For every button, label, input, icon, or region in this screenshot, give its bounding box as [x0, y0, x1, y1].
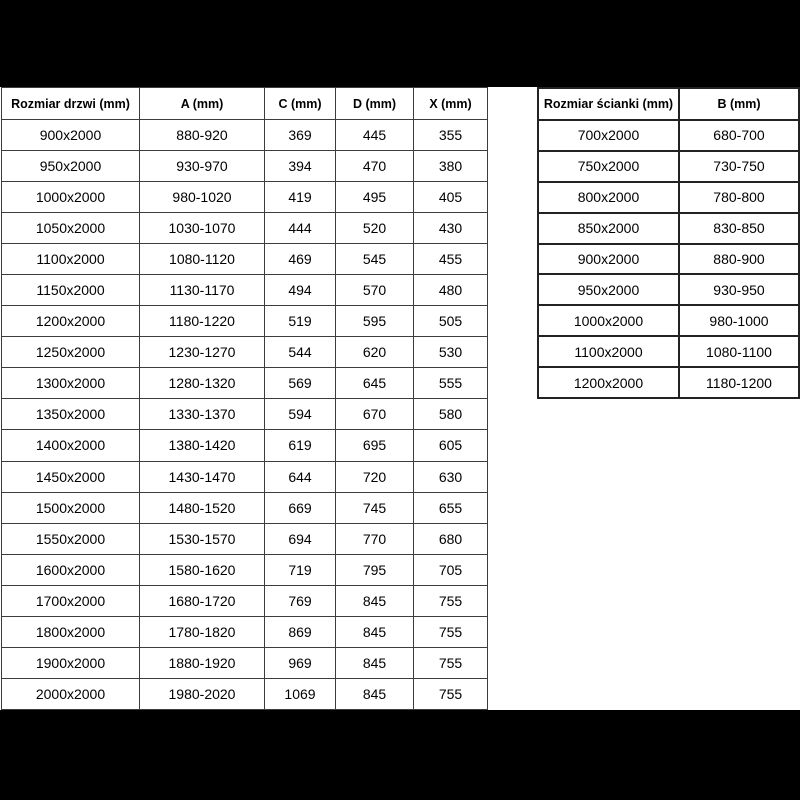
table-cell: 800x2000: [538, 182, 679, 213]
table-cell: 595: [336, 306, 414, 337]
table-cell: 695: [336, 430, 414, 461]
table-cell: 845: [336, 647, 414, 678]
table-row: [2, 244, 488, 275]
table-row: [2, 275, 488, 306]
header-cell: C (mm): [265, 88, 336, 120]
table-cell: 355: [414, 120, 488, 151]
table-cell: 1880-1920: [140, 647, 265, 678]
table-cell: 670: [336, 399, 414, 430]
table-cell: 1500x2000: [2, 492, 140, 523]
table-cell: 1580-1620: [140, 554, 265, 585]
door-size-table: [1, 87, 488, 710]
table-cell: 1350x2000: [2, 399, 140, 430]
table-cell: 1380-1420: [140, 430, 265, 461]
table-cell: 580: [414, 399, 488, 430]
table-cell: 755: [414, 678, 488, 709]
table-cell: 1150x2000: [2, 275, 140, 306]
table-cell: 1080-1120: [140, 244, 265, 275]
header-cell: A (mm): [140, 88, 265, 120]
table-cell: 1100x2000: [538, 336, 679, 367]
header-cell: Rozmiar ścianki (mm): [538, 88, 679, 120]
table-cell: 445: [336, 120, 414, 151]
table-cell: 900x2000: [538, 244, 679, 275]
table-cell: 1450x2000: [2, 461, 140, 492]
table-row: [538, 367, 799, 398]
table-cell: 1280-1320: [140, 368, 265, 399]
table-cell: 620: [336, 337, 414, 368]
table-cell: 745: [336, 492, 414, 523]
table-cell: 380: [414, 151, 488, 182]
table-cell: 1100x2000: [2, 244, 140, 275]
table-cell: 705: [414, 554, 488, 585]
table-cell: 1000x2000: [2, 182, 140, 213]
table-cell: 1800x2000: [2, 616, 140, 647]
header-cell: B (mm): [679, 88, 799, 120]
table-row: [2, 151, 488, 182]
wall-table-header-row: [538, 88, 799, 120]
table-row: [2, 585, 488, 616]
table-row: [2, 523, 488, 554]
table-cell: 2000x2000: [2, 678, 140, 709]
table-cell: 850x2000: [538, 213, 679, 244]
table-cell: 444: [265, 213, 336, 244]
table-cell: 869: [265, 616, 336, 647]
table-cell: 780-800: [679, 182, 799, 213]
table-row: [2, 399, 488, 430]
table-cell: 730-750: [679, 151, 799, 182]
table-cell: 1980-2020: [140, 678, 265, 709]
table-row: [2, 430, 488, 461]
table-row: [538, 244, 799, 275]
table-cell: 770: [336, 523, 414, 554]
table-row: [2, 461, 488, 492]
table-row: [2, 306, 488, 337]
table-cell: 544: [265, 337, 336, 368]
table-cell: 1550x2000: [2, 523, 140, 554]
table-cell: 845: [336, 585, 414, 616]
table-cell: 545: [336, 244, 414, 275]
table-cell: 1200x2000: [2, 306, 140, 337]
table-row: [538, 274, 799, 305]
table-row: [2, 120, 488, 151]
table-cell: 1030-1070: [140, 213, 265, 244]
table-cell: 900x2000: [2, 120, 140, 151]
table-cell: 1480-1520: [140, 492, 265, 523]
table-cell: 694: [265, 523, 336, 554]
table-cell: 880-900: [679, 244, 799, 275]
table-cell: 1400x2000: [2, 430, 140, 461]
table-cell: 950x2000: [538, 274, 679, 305]
table-cell: 1680-1720: [140, 585, 265, 616]
table-cell: 680: [414, 523, 488, 554]
table-cell: 755: [414, 585, 488, 616]
table-cell: 1050x2000: [2, 213, 140, 244]
top-black-band: [0, 0, 800, 87]
table-cell: 1130-1170: [140, 275, 265, 306]
table-cell: 980-1000: [679, 305, 799, 336]
table-cell: 845: [336, 678, 414, 709]
table-cell: 619: [265, 430, 336, 461]
table-cell: 530: [414, 337, 488, 368]
table-cell: 505: [414, 306, 488, 337]
table-cell: 605: [414, 430, 488, 461]
table-cell: 494: [265, 275, 336, 306]
table-cell: 880-920: [140, 120, 265, 151]
table-cell: 1780-1820: [140, 616, 265, 647]
table-cell: 669: [265, 492, 336, 523]
table-cell: 755: [414, 616, 488, 647]
table-cell: 369: [265, 120, 336, 151]
table-cell: 1180-1200: [679, 367, 799, 398]
table-cell: 520: [336, 213, 414, 244]
table-row: [538, 182, 799, 213]
table-cell: 1600x2000: [2, 554, 140, 585]
table-row: [2, 678, 488, 709]
table-cell: 405: [414, 182, 488, 213]
table-cell: 700x2000: [538, 120, 679, 151]
wall-size-table: [537, 87, 800, 399]
table-cell: 570: [336, 275, 414, 306]
table-cell: 750x2000: [538, 151, 679, 182]
table-row: [538, 120, 799, 151]
table-cell: 569: [265, 368, 336, 399]
table-cell: 1000x2000: [538, 305, 679, 336]
table-row: [2, 368, 488, 399]
table-cell: 1900x2000: [2, 647, 140, 678]
table-cell: 430: [414, 213, 488, 244]
table-cell: 1700x2000: [2, 585, 140, 616]
table-cell: 930-970: [140, 151, 265, 182]
table-cell: 830-850: [679, 213, 799, 244]
table-cell: 1200x2000: [538, 367, 679, 398]
table-cell: 1430-1470: [140, 461, 265, 492]
table-row: [2, 213, 488, 244]
table-cell: 720: [336, 461, 414, 492]
table-cell: 455: [414, 244, 488, 275]
table-cell: 495: [336, 182, 414, 213]
header-cell: Rozmiar drzwi (mm): [2, 88, 140, 120]
table-cell: 480: [414, 275, 488, 306]
table-cell: 845: [336, 616, 414, 647]
table-cell: 930-950: [679, 274, 799, 305]
table-cell: 469: [265, 244, 336, 275]
table-row: [2, 492, 488, 523]
table-cell: 769: [265, 585, 336, 616]
table-cell: 795: [336, 554, 414, 585]
table-cell: 719: [265, 554, 336, 585]
table-cell: 594: [265, 399, 336, 430]
table-row: [538, 213, 799, 244]
header-cell: D (mm): [336, 88, 414, 120]
table-cell: 980-1020: [140, 182, 265, 213]
table-row: [2, 182, 488, 213]
bottom-black-band: [0, 710, 800, 800]
table-cell: 1530-1570: [140, 523, 265, 554]
table-cell: 419: [265, 182, 336, 213]
table-row: [2, 647, 488, 678]
table-cell: 555: [414, 368, 488, 399]
table-cell: 1330-1370: [140, 399, 265, 430]
header-cell: X (mm): [414, 88, 488, 120]
table-row: [2, 554, 488, 585]
table-row: [538, 305, 799, 336]
table-cell: 969: [265, 647, 336, 678]
table-cell: 680-700: [679, 120, 799, 151]
table-cell: 1250x2000: [2, 337, 140, 368]
table-cell: 394: [265, 151, 336, 182]
table-cell: 519: [265, 306, 336, 337]
table-cell: 630: [414, 461, 488, 492]
door-table-header-row: [2, 88, 488, 120]
table-row: [538, 151, 799, 182]
table-cell: 1080-1100: [679, 336, 799, 367]
table-cell: 645: [336, 368, 414, 399]
table-row: [2, 337, 488, 368]
table-cell: 1180-1220: [140, 306, 265, 337]
table-row: [2, 616, 488, 647]
table-cell: 644: [265, 461, 336, 492]
table-cell: 655: [414, 492, 488, 523]
table-cell: 950x2000: [2, 151, 140, 182]
table-row: [538, 336, 799, 367]
table-cell: 1069: [265, 678, 336, 709]
table-cell: 755: [414, 647, 488, 678]
table-cell: 1230-1270: [140, 337, 265, 368]
table-cell: 1300x2000: [2, 368, 140, 399]
table-cell: 470: [336, 151, 414, 182]
